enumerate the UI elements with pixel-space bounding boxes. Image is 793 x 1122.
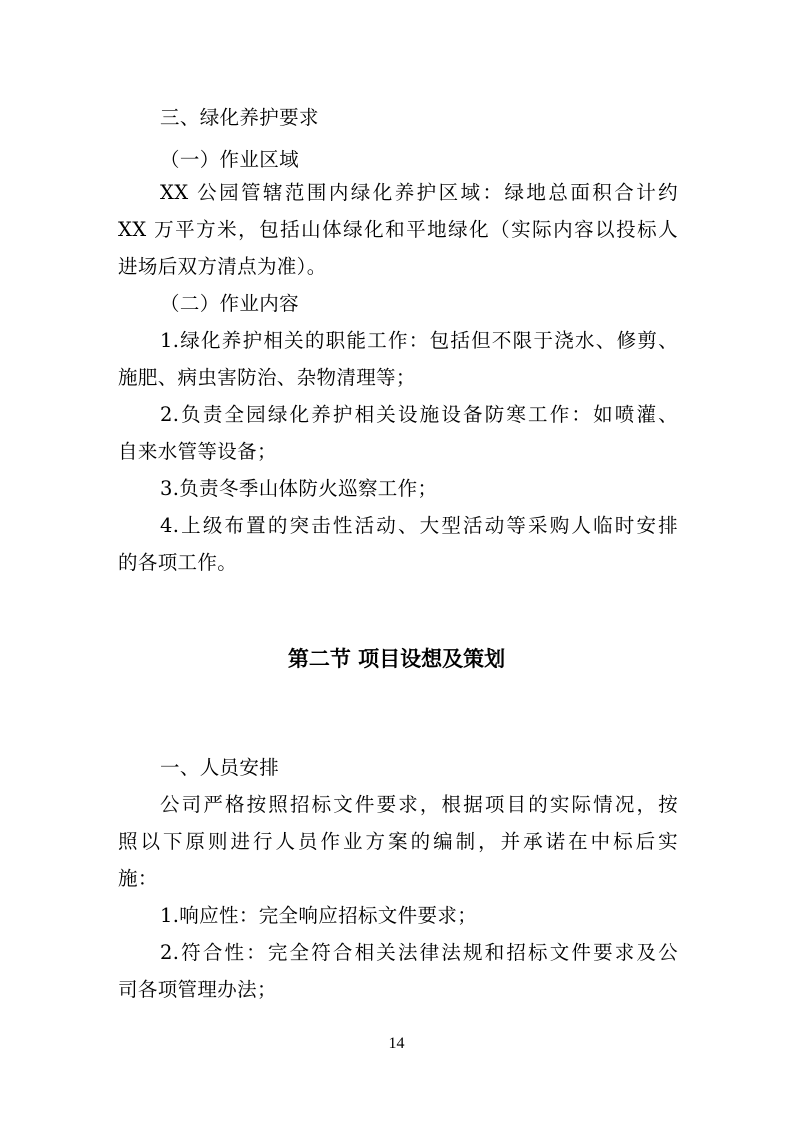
page-number: 14 (388, 1035, 405, 1052)
subheading-work-content: （二）作业内容 (160, 292, 299, 315)
section-title: 第二节 项目设想及策划 (287, 647, 506, 671)
heading-greening-requirements: 三、绿化养护要求 (160, 106, 319, 129)
list-item-line: 司各项管理办法； (118, 978, 277, 1001)
paragraph-line: XX 公园管辖范围内绿化养护区域：绿地总面积合计约 (160, 181, 678, 204)
paragraph-line: 照以下原则进行人员作业方案的编制，并承诺在中标后实 (118, 830, 678, 853)
list-item-line: 施肥、病虫害防治、杂物清理等； (118, 366, 416, 389)
list-item-line: 1.绿化养护相关的职能工作：包括但不限于浇水、修剪、 (160, 329, 678, 352)
list-item-line: 3.负责冬季山体防火巡察工作； (160, 477, 438, 500)
list-item-line: 1.响应性：完全响应招标文件要求； (160, 904, 478, 927)
list-item-line: 4.上级布置的突击性活动、大型活动等采购人临时安排 (160, 514, 678, 537)
list-item-line: 的各项工作。 (118, 551, 238, 574)
paragraph-line: 施： (118, 867, 158, 890)
list-item-line: 2.负责全园绿化养护相关设施设备防寒工作：如喷灌、 (160, 403, 678, 426)
paragraph-line: XX 万平方米，包括山体绿化和平地绿化（实际内容以投标人 (118, 218, 678, 241)
list-item-line: 2.符合性：完全符合相关法律法规和招标文件要求及公 (160, 941, 678, 964)
subheading-work-area: （一）作业区域 (160, 148, 299, 171)
paragraph-line: 进场后双方清点为准）。 (118, 255, 327, 278)
heading-staffing: 一、人员安排 (160, 756, 280, 779)
paragraph-line: 公司严格按照招标文件要求，根据项目的实际情况，按 (160, 793, 678, 816)
list-item-line: 自来水管等设备； (118, 440, 277, 463)
